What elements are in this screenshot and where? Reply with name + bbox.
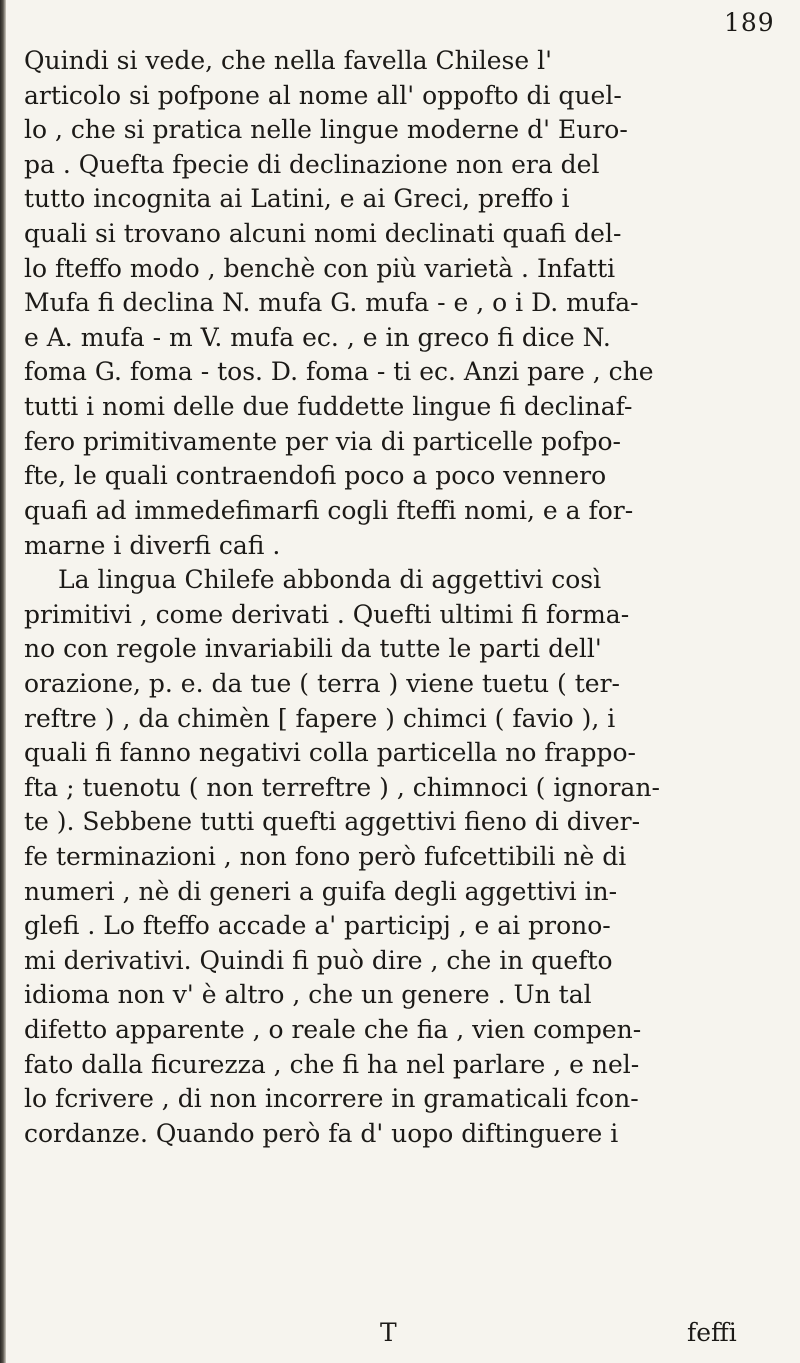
text-line: fe terminazioni , non fono però fufcettibili nè di	[24, 842, 627, 872]
text-line: articolo si pofpone al nome all' oppofto di quel-	[24, 80, 622, 110]
text-line: marne i diverfi cafi .	[24, 530, 281, 560]
page-number: 189	[724, 8, 775, 37]
text-line: tutto incognita ai Latini, e ai Greci, preffo i	[24, 184, 570, 214]
text-line: cordanze. Quando però fa d' uopo diftinguere i	[24, 1118, 619, 1148]
text-line: quafi ad immedefimarfi cogli fteffi nomi, e a for-	[24, 495, 634, 525]
text-line: lo fteffo modo , benchè con più varietà . Infatti	[24, 253, 616, 283]
text-line: glefi . Lo fteffo accade a' participj , e ai prono-	[24, 911, 611, 941]
text-line: fato dalla ficurezza , che fi ha nel parlare , e nel-	[24, 1049, 640, 1079]
text-line: reftre ) , da chimèn [ fapere ) chimci ( favio ), i	[24, 703, 616, 733]
signature-mark: T	[380, 1318, 397, 1347]
page-footer	[0, 1318, 800, 1354]
text-line: mi derivativi. Quindi fi può dire , che in quefto	[24, 945, 613, 975]
text-line: quali si trovano alcuni nomi declinati quafi del-	[24, 219, 622, 249]
paragraph-start-line: La lingua Chilefe abbonda di aggettivi così	[58, 565, 602, 595]
text-line: quali fi fanno negativi colla particella no frappo-	[24, 738, 636, 768]
text-line: fero primitivamente per via di particelle pofpo-	[24, 426, 621, 456]
text-line: pa . Quefta fpecie di declinazione non era del	[24, 149, 600, 179]
text-line: fta ; tuenotu ( non terreftre ) , chimnoci ( ignoran-	[24, 772, 660, 802]
text-line: foma G. foma - tos. D. foma - ti ec. Anzi pare , che	[24, 357, 654, 387]
text-line: te ). Sebbene tutti quefti aggettivi fieno di diver-	[24, 807, 641, 837]
text-line: numeri , nè di generi a guifa degli aggettivi in-	[24, 876, 618, 906]
text-line: idioma non v' è altro , che un genere . Un tal	[24, 980, 592, 1010]
text-line: difetto apparente , o reale che fia , vien compen-	[24, 1015, 642, 1045]
text-line: Mufa fi declina N. mufa G. mufa - e , o i D. mufa-	[24, 288, 639, 318]
text-line: e A. mufa - m V. mufa ec. , e in greco fi dice N.	[24, 322, 611, 352]
text-line: fte, le quali contraendofi poco a poco vennero	[24, 461, 607, 491]
text-line: lo , che si pratica nelle lingue moderne d' Euro-	[24, 115, 628, 145]
catchword: feffi	[687, 1318, 737, 1347]
body-text	[24, 44, 782, 1152]
text-line: Quindi si vede, che nella favella Chilese l'	[24, 46, 552, 75]
text-line: primitivi , come derivati . Quefti ultimi fi forma-	[24, 599, 630, 629]
text-line: lo fcrivere , di non incorrere in gramaticali fcon-	[24, 1084, 639, 1114]
text-line: no con regole invariabili da tutte le parti dell'	[24, 634, 602, 664]
binding-edge	[0, 0, 6, 1363]
text-line: orazione, p. e. da tue ( terra ) viene tuetu ( ter-	[24, 668, 620, 698]
text-line: tutti i nomi delle due fuddette lingue fi declinaf-	[24, 392, 633, 422]
